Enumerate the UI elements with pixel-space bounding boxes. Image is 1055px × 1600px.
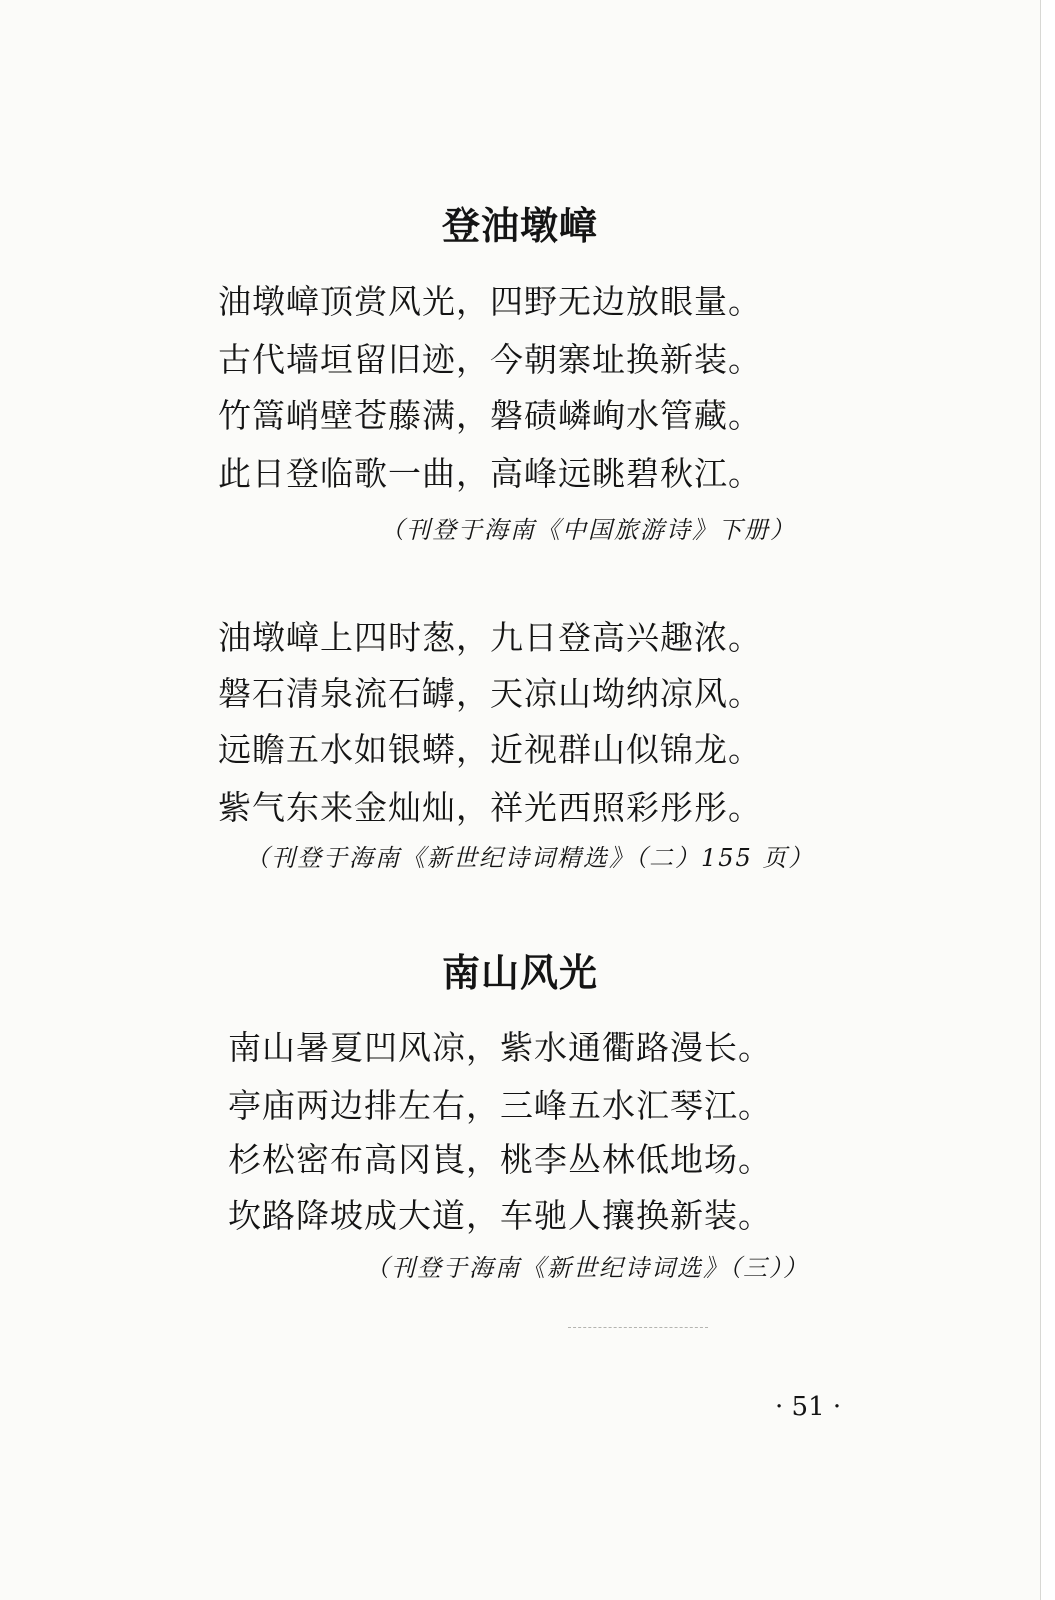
poem-1-line-4: 此日登临歌一曲，高峰远眺碧秋江。 (218, 454, 762, 493)
poem-2-source: （刊登于海南《新世纪诗词精选》（二）155 页） (245, 844, 815, 872)
poem-3-line-3: 杉松密布高冈崀，桃李丛林低地场。 (228, 1140, 772, 1179)
poem-3-line-1: 南山暑夏凹风凉，紫水通衢路漫长。 (228, 1028, 772, 1067)
poem-3-line-4: 坎路降坡成大道，车驰人攘换新装。 (228, 1196, 772, 1235)
poem-2-line-4: 紫气东来金灿灿，祥光西照彩彤彤。 (218, 788, 762, 827)
poem-1-source: （刊登于海南《中国旅游诗》下册） (380, 516, 796, 544)
poem-3-line-2: 亭庙两边排左右，三峰五水汇琴江。 (228, 1086, 772, 1125)
page-number: · 51 · (775, 1392, 842, 1422)
poem-2-line-3: 远瞻五水如银蟒，近视群山似锦龙。 (218, 730, 762, 769)
poem-1-line-3: 竹篙峭壁苍藤满，磐碛嶙峋水管藏。 (218, 396, 762, 435)
poem-3-source: （刊登于海南《新世纪诗词选》（三）） (365, 1254, 809, 1282)
page-edge (1040, 0, 1055, 1600)
poem-1-line-1: 油墩嶂顶赏风光，四野无边放眼量。 (218, 282, 762, 321)
poem-1-title: 登油墩嶂 (441, 204, 598, 248)
poem-1-line-2: 古代墙垣留旧迹，今朝寨址换新装。 (218, 340, 762, 379)
poem-3-title: 南山风光 (441, 951, 598, 995)
poem-2-line-2: 磐石清泉流石罅，天凉山坳纳凉风。 (218, 674, 762, 713)
faint-rule (568, 1327, 708, 1328)
poem-2-line-1: 油墩嶂上四时葱，九日登高兴趣浓。 (218, 618, 762, 657)
